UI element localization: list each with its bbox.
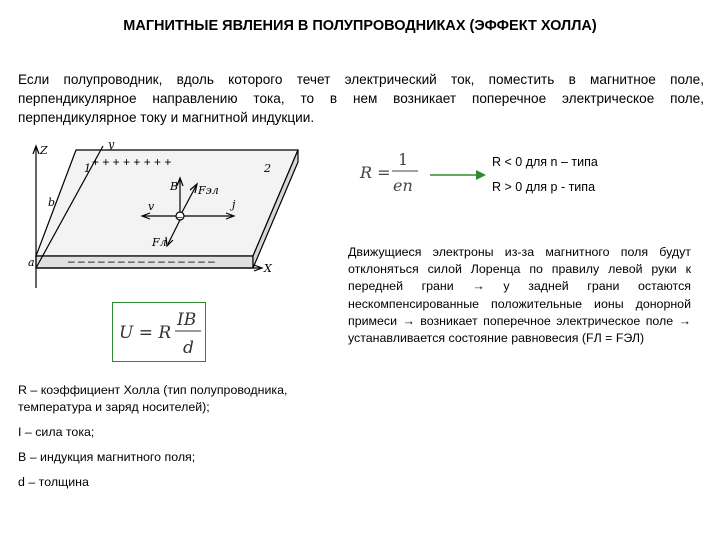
legend-item-d: d – толщина xyxy=(18,475,89,489)
minus-charges: – – – – – – – – – – – – – – – xyxy=(68,254,215,268)
formula-u-num: IB xyxy=(177,310,197,330)
vector-j-label: j xyxy=(232,198,236,211)
formula-r-num: 1 xyxy=(398,150,409,169)
axis-y-label: y xyxy=(108,138,115,151)
hall-coefficient-formula xyxy=(358,147,420,199)
formula-u-den: d xyxy=(183,338,194,358)
label-1: 1 xyxy=(84,162,91,175)
legend-item-b: B – индукция магнитного поля; xyxy=(18,450,196,464)
axis-z-label: Z xyxy=(40,144,48,157)
label-b: b xyxy=(48,196,56,209)
hall-voltage-formula-box xyxy=(112,302,206,362)
vector-B-label: B xyxy=(170,180,179,193)
legend-item-i: I – сила тока; xyxy=(18,425,95,439)
description-paragraph: Движущиеся электроны из-за магнитного поля будут отклоняться силой Лоренца по правилу левой руки к передней грани → у задней грани остаются нескомпенсированные положительные ионы донорной примеси → возникает поперечное электрическое поле → устанавливается состояние равновесия (FЛ = FЭЛ) xyxy=(348,245,691,346)
condition-n-type: R < 0 для n – типа xyxy=(492,155,598,169)
hall-voltage-formula xyxy=(113,303,205,361)
plus-charges: + + + + + + + + xyxy=(92,155,172,169)
formula-u-lhs: U = R xyxy=(119,323,172,343)
formula-r-den: en xyxy=(393,176,413,195)
electron-sign: – xyxy=(177,212,183,223)
intro-paragraph: Если полупроводник, вдоль которого течет электрический ток, поместить в магнитное поле, перпендикулярное направлению тока, то в нем возникает поперечное электрическое поле, перпендикулярное току и магнитной индукции. xyxy=(18,72,704,125)
implication-arrow xyxy=(430,168,486,182)
label-a: a xyxy=(28,256,35,269)
label-2: 2 xyxy=(264,162,271,175)
axis-x-label: X xyxy=(264,262,272,275)
vector-Fl-label: Fл xyxy=(152,236,167,249)
vector-v-label: v xyxy=(148,200,155,213)
page-title: МАГНИТНЫЕ ЯВЛЕНИЯ В ПОЛУПРОВОДНИКАХ (ЭФФЕКТ ХОЛЛА) xyxy=(123,18,597,34)
vector-Fel-label: Fэл xyxy=(198,184,219,197)
legend-item-r: R – коэффициент Холла (тип полупроводника, температура и заряд носителей); xyxy=(18,383,288,414)
condition-p-type: R > 0 для р - типа xyxy=(492,180,596,194)
formula-r-lhs: R = xyxy=(360,163,391,182)
symbol-legend xyxy=(18,382,338,499)
hall-effect-diagram xyxy=(28,138,328,298)
